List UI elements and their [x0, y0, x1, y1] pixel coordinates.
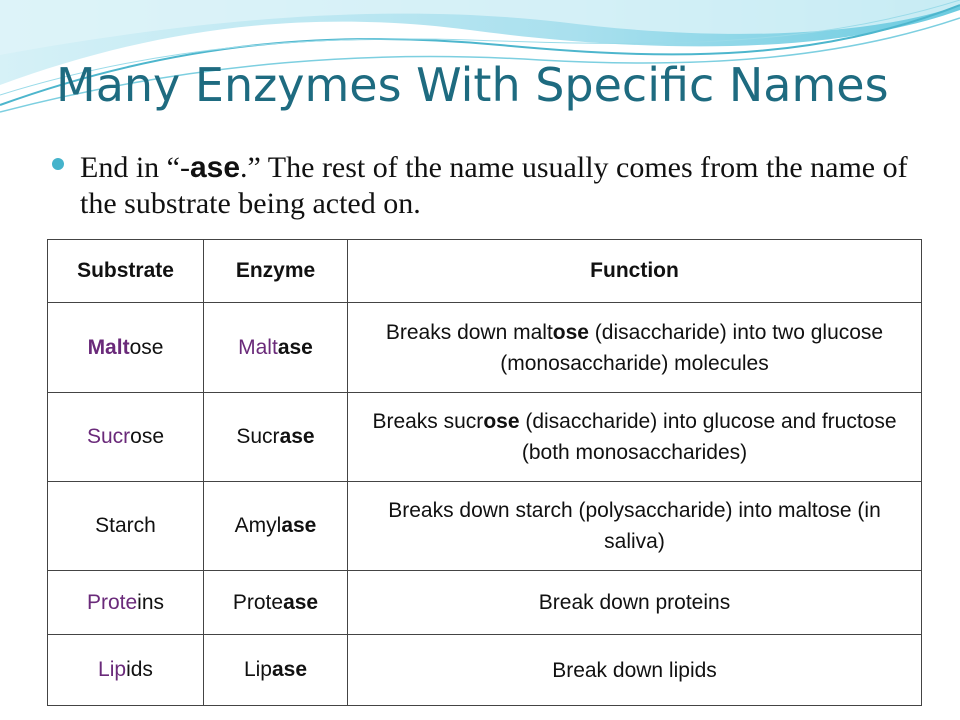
enzyme-cell: Protease [204, 571, 348, 635]
enzyme-cell: Amylase [204, 482, 348, 571]
bullet-point [52, 150, 912, 222]
substrate-cell: Proteins [48, 571, 204, 635]
enzyme-cell: Lipase [204, 635, 348, 706]
table-row [48, 571, 922, 635]
function-cell: Break down proteins [348, 571, 922, 635]
table-row [48, 635, 922, 706]
header-enzyme: Enzyme [204, 240, 348, 303]
header-function: Function [348, 240, 922, 303]
substrate-cell: Sucrose [48, 393, 204, 482]
function-cell: Breaks down maltose (disaccharide) into two glucose (monosaccharide) molecules [348, 303, 922, 393]
function-cell: Breaks down starch (polysaccharide) into maltose (in saliva) [348, 482, 922, 571]
table-row [48, 482, 922, 571]
header-substrate: Substrate [48, 240, 204, 303]
substrate-cell: Maltose [48, 303, 204, 393]
function-cell: Breaks sucrose (disaccharide) into glucose and fructose (both monosaccharides) [348, 393, 922, 482]
slide-title: Many Enzymes With Specific Names [56, 58, 889, 112]
enzyme-table [47, 239, 922, 706]
function-cell: Break down lipids [348, 635, 922, 706]
table-row [48, 303, 922, 393]
substrate-cell: Starch [48, 482, 204, 571]
bullet-text: End in “-ase.” The rest of the name usually comes from the name of the substrate being acted on. [80, 151, 908, 220]
enzyme-cell: Maltase [204, 303, 348, 393]
substrate-cell: Lipids [48, 635, 204, 706]
bullet-dot-icon [52, 158, 64, 170]
table-row [48, 393, 922, 482]
enzyme-cell: Sucrase [204, 393, 348, 482]
table-header-row [48, 240, 922, 303]
